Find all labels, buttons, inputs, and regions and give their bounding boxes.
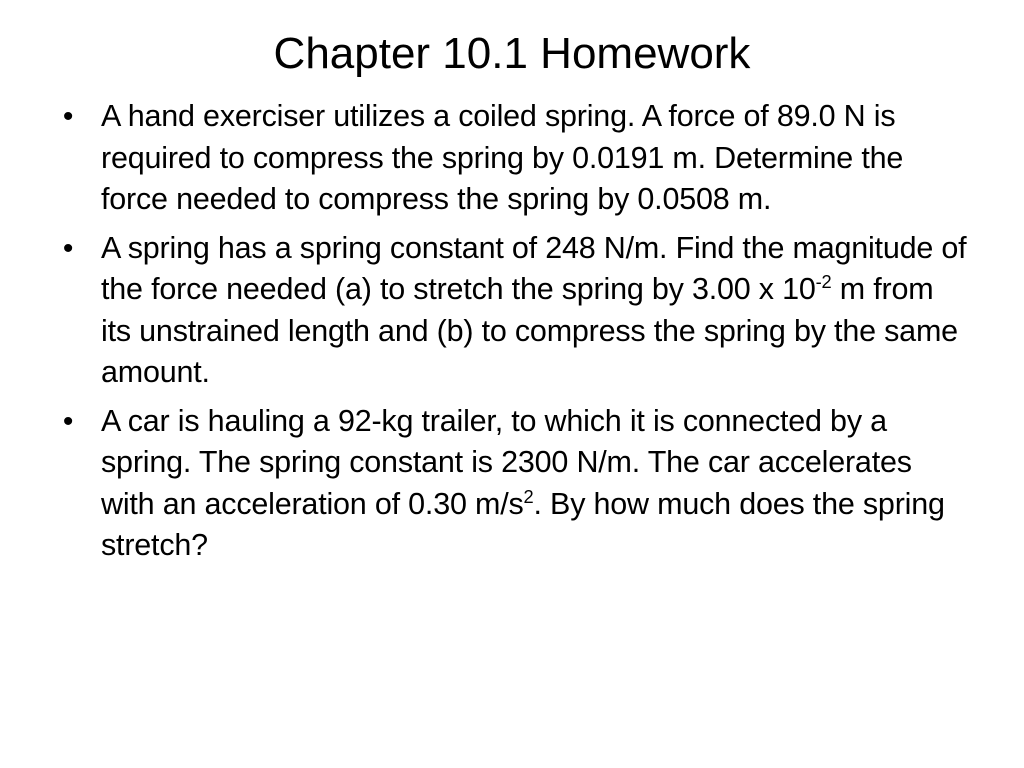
problem-3-text — [101, 401, 968, 567]
problem-1-text: A hand exerciser utilizes a coiled spring. A force of 89.0 N is required to compress the spring by 0.0191 m. Determine the force needed to compress the spring by 0.0508 m. — [101, 99, 904, 216]
bullet-icon: • — [62, 404, 74, 438]
bullet-icon: • — [62, 231, 74, 265]
problem-2-text-after: m from its unstrained length and (b) to compress the spring by the same amount. — [101, 272, 958, 389]
problem-list — [58, 96, 968, 574]
bullet-icon: • — [62, 100, 74, 133]
slide-title: Chapter 10.1 Homework — [273, 29, 751, 78]
problem-3-text-before: A car is hauling a 92-kg trailer, to which it is connected by a spring. The spring constant is 2300 N/m. The car accelerates with an acceleration of 0.30 m/s — [101, 403, 912, 521]
problem-2-text-before: A spring has a spring constant of 248 N/m. Find the magnitude of the force needed (a) to stretch the spring by 3.00 x 10 — [101, 230, 967, 306]
problem-1 — [58, 96, 968, 221]
problem-2 — [58, 228, 968, 394]
problem-2-text — [101, 228, 968, 394]
problem-3 — [58, 401, 968, 567]
problem-2-exponent: -2 — [815, 270, 832, 292]
problem-3-exponent: 2 — [523, 485, 534, 507]
problem-3-text-after: . By how much does the spring stretch? — [101, 486, 945, 562]
